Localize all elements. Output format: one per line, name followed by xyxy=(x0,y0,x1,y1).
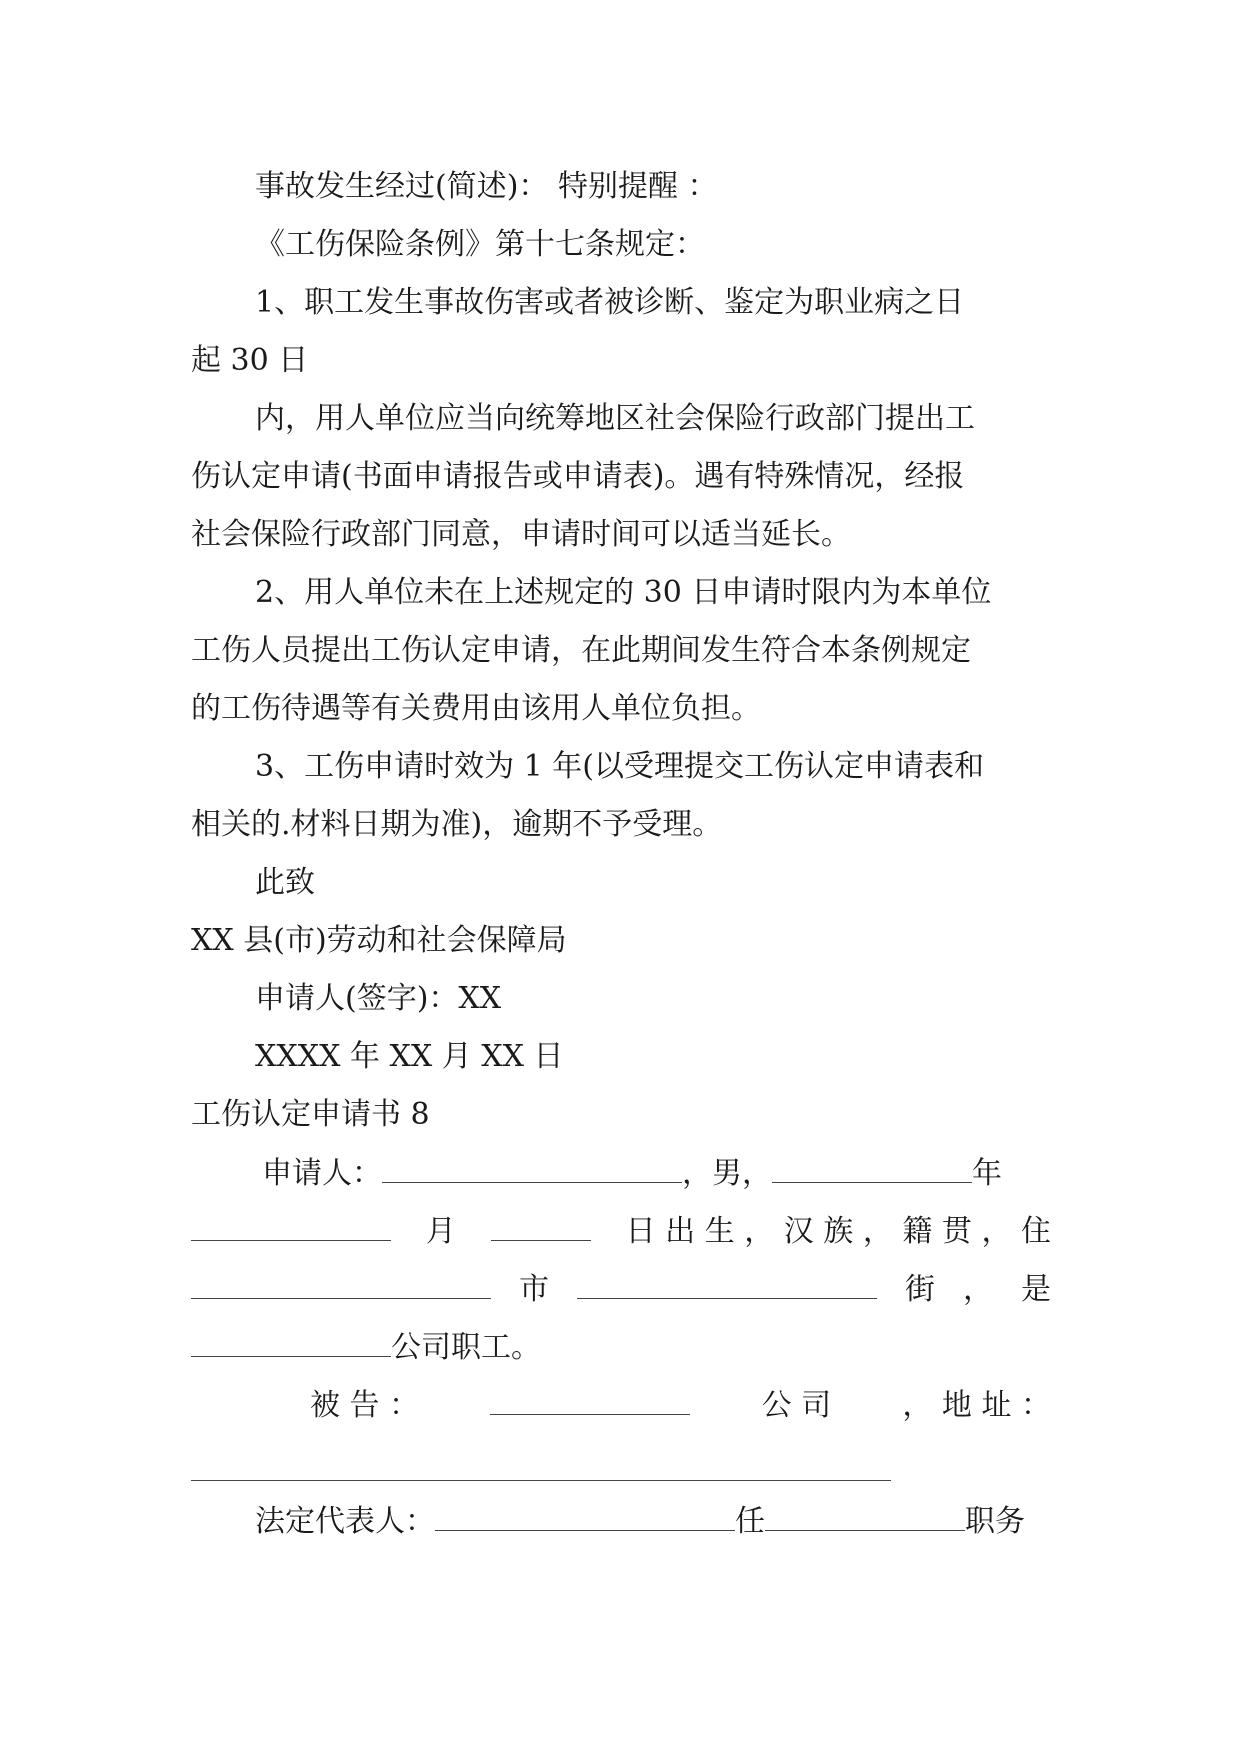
street-blank[interactable] xyxy=(577,1274,877,1299)
clause-1-line-3: 内，用人单位应当向统筹地区社会保险行政部门提出工 xyxy=(255,401,975,436)
salutation: 此致 xyxy=(255,865,315,900)
regulation-heading: 《工伤保险条例》第十七条规定： xyxy=(255,227,705,262)
birth-year-blank[interactable] xyxy=(772,1158,972,1183)
applicant-signature: 申请人(签字)：XX xyxy=(255,981,502,1016)
defendant-company-blank[interactable] xyxy=(490,1390,690,1415)
clause-2-line-3: 的工伤待遇等有关费用由该用人单位负担。 xyxy=(191,691,761,726)
month-label: 月 xyxy=(425,1214,456,1249)
clause-3-line-1: 3、工伤申请时效为 1 年(以受理提交工伤认定申请表和 xyxy=(255,749,984,784)
birth-day-blank[interactable] xyxy=(491,1216,591,1241)
position-suffix: 职务 xyxy=(965,1504,1025,1539)
comma-label: ， xyxy=(963,1272,993,1307)
residence-blank[interactable] xyxy=(191,1274,491,1299)
defendant-label: 被 告 ： xyxy=(310,1388,420,1423)
clause-1-line-5: 社会保险行政部门同意，申请时间可以适当延长。 xyxy=(191,517,851,552)
clause-1-line-4: 伤认定申请(书面申请报告或申请表)。遇有特殊情况，经报 xyxy=(191,459,965,494)
section-title: 工伤认定申请书 8 xyxy=(191,1097,430,1132)
clause-1-line-1: 1、职工发生事故伤害或者被诊断、鉴定为职业病之日 xyxy=(255,285,965,320)
birth-month-blank[interactable] xyxy=(191,1216,391,1241)
form-applicant-line xyxy=(262,1158,1051,1189)
form-birth-line xyxy=(191,1216,1051,1247)
position-prefix: 任 xyxy=(735,1504,765,1539)
male-label: ，男， xyxy=(682,1156,772,1191)
position-blank[interactable] xyxy=(765,1506,965,1531)
company-name-blank[interactable] xyxy=(191,1332,391,1357)
applicant-name-blank[interactable] xyxy=(382,1158,682,1183)
form-address-line xyxy=(191,1274,1051,1305)
year-label: 年 xyxy=(972,1156,1002,1191)
form-company-line xyxy=(191,1332,1051,1363)
clause-2-line-1: 2、用人单位未在上述规定的 30 日申请时限内为本单位 xyxy=(255,575,992,610)
city-label: 市 xyxy=(519,1272,549,1307)
signature-date: XXXX 年 XX 月 XX 日 xyxy=(255,1039,564,1074)
clause-3-line-2: 相关的.材料日期为准)，逾期不予受理。 xyxy=(191,807,723,842)
form-legal-rep-line xyxy=(255,1506,1051,1537)
clause-1-line-2: 起 30 日 xyxy=(191,343,309,378)
clause-2-line-2: 工伤人员提出工伤认定申请，在此期间发生符合本条例规定 xyxy=(191,633,971,668)
born-text: 日 出 生 ， 汉 族 ， 籍 贯 ， 住 xyxy=(625,1214,1051,1249)
address-label: ， 地 址 ： xyxy=(902,1388,1051,1423)
recipient-bureau: XX 县(市)劳动和社会保障局 xyxy=(191,923,567,958)
accident-process-line: 事故发生经过(简述)： 特别提醒 ： xyxy=(255,169,718,204)
street-label: 街 xyxy=(905,1272,935,1307)
company-label: 公 司 xyxy=(761,1388,832,1423)
applicant-label: 申请人： xyxy=(262,1156,382,1191)
legal-rep-blank[interactable] xyxy=(435,1506,735,1531)
legal-rep-label: 法定代表人： xyxy=(255,1504,435,1539)
is-label: 是 xyxy=(1021,1272,1051,1307)
form-defendant-line xyxy=(310,1390,1051,1421)
address-blank[interactable] xyxy=(191,1480,891,1481)
company-staff-label: 公司职工。 xyxy=(391,1330,541,1365)
